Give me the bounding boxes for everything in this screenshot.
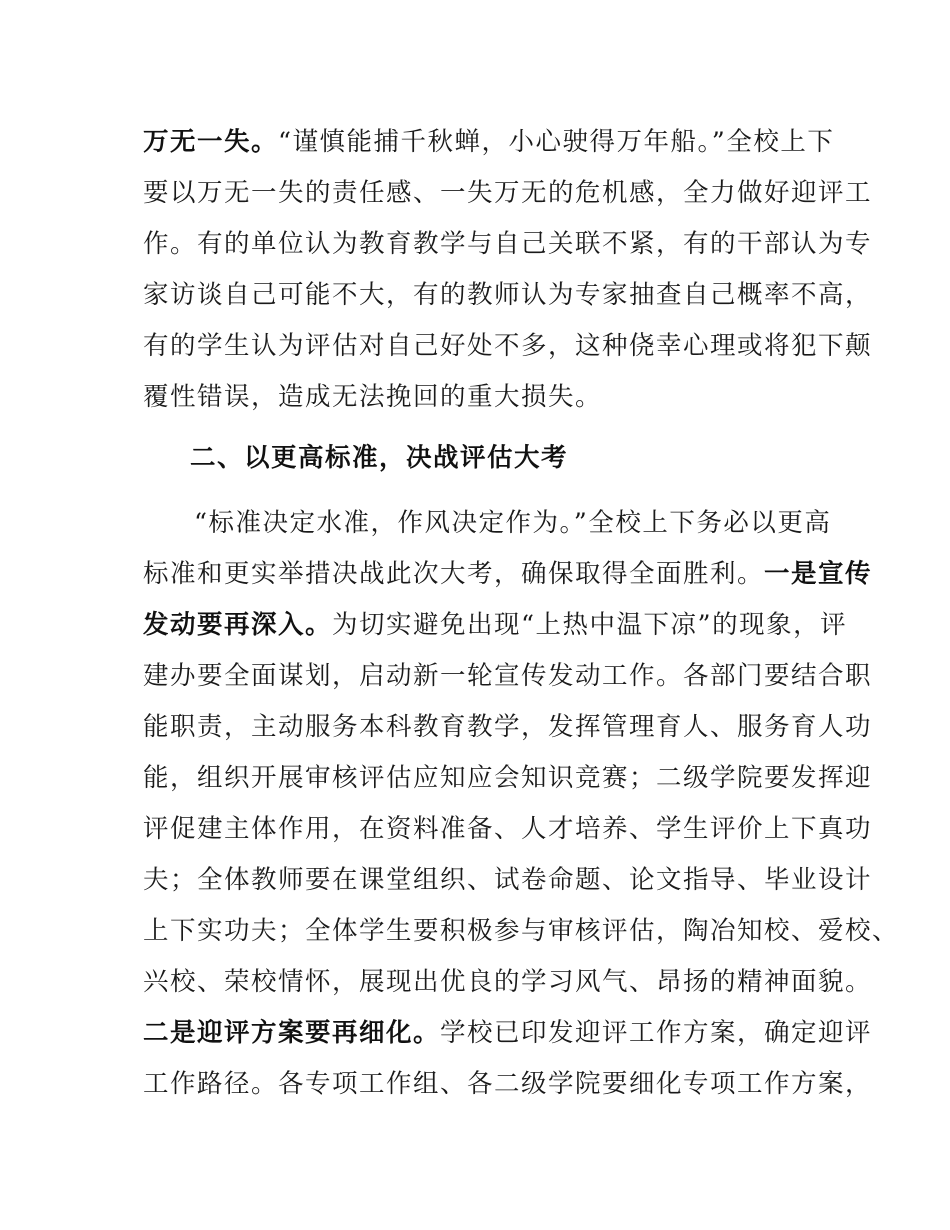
line-text: 作。有的单位认为教育教学与自己关联不紧，有的干部认为专 xyxy=(143,229,873,259)
bold-lead: 二是迎评方案要再细化。 xyxy=(143,1018,441,1048)
line-text: 能，组织开展审核评估应知应会知识竞赛；二级学院要发挥迎 xyxy=(143,763,873,793)
line-text: 为切实避免出现“上热中温下凉”的现象，评 xyxy=(332,610,848,640)
line-text: 建办要全面谋划，启动新一轮宣传发动工作。各部门要结合职 xyxy=(143,661,873,691)
paragraph-line xyxy=(143,379,602,415)
paragraph-line xyxy=(194,505,831,541)
paragraph-line xyxy=(143,1015,872,1051)
line-text: 能职责，主动服务本科教育教学，发挥管理育人、服务育人功 xyxy=(143,712,873,742)
line-text: 覆性错误，造成无法挽回的重大损失。 xyxy=(143,382,603,412)
line-text: 上下实功夫；全体学生要积极参与审核评估，陶冶知校、爱校、 xyxy=(143,916,900,946)
paragraph-line xyxy=(143,1066,872,1102)
paragraph-line xyxy=(143,913,899,949)
paragraph-line xyxy=(143,760,872,796)
line-text: 兴校、荣校情怀，展现出优良的学习风气、昂扬的精神面貌。 xyxy=(143,967,873,997)
line-text: 家访谈自己可能不大，有的教师认为专家抽查自己概率不高， xyxy=(143,280,873,310)
paragraph-line xyxy=(143,658,872,694)
paragraph-line xyxy=(143,556,872,592)
line-text: 学校已印发迎评工作方案，确定迎评 xyxy=(440,1018,873,1048)
line-text: “谨慎能捕千秋蝉，小心驶得万年船。”全校上下 xyxy=(278,127,835,157)
paragraph-line xyxy=(143,811,872,847)
line-text: 要以万无一失的责任感、一失万无的危机感，全力做好迎评工 xyxy=(143,178,873,208)
paragraph-line xyxy=(143,709,872,745)
paragraph-line xyxy=(143,328,872,364)
bold-lead: 一是宣传 xyxy=(764,559,873,589)
bold-lead: 发动要再深入。 xyxy=(143,610,333,640)
line-text: 工作路径。各专项工作组、各二级学院要细化专项工作方案， xyxy=(143,1069,873,1099)
paragraph-line xyxy=(143,862,872,898)
line-text: 有的学生认为评估对自己好处不多，这种侥幸心理或将犯下颠 xyxy=(143,331,873,361)
bold-lead: 万无一失。 xyxy=(143,127,279,157)
paragraph-line xyxy=(143,175,872,211)
paragraph-line xyxy=(143,226,872,262)
line-text: “标准决定水准，作风决定作为。”全校上下务必以更高 xyxy=(194,508,832,538)
line-text: 夫；全体教师要在课堂组织、试卷命题、论文指导、毕业设计 xyxy=(143,865,873,895)
paragraph-line xyxy=(143,124,834,160)
line-text: 评促建主体作用，在资料准备、人才培养、学生评价上下真功 xyxy=(143,814,873,844)
line-text: 标准和更实举措决战此次大考，确保取得全面胜利。 xyxy=(143,559,765,589)
section-heading: 二、以更高标准，决战评估大考 xyxy=(190,443,569,473)
paragraph-line xyxy=(143,964,872,1000)
paragraph-line xyxy=(143,607,847,643)
paragraph-line xyxy=(143,277,872,313)
